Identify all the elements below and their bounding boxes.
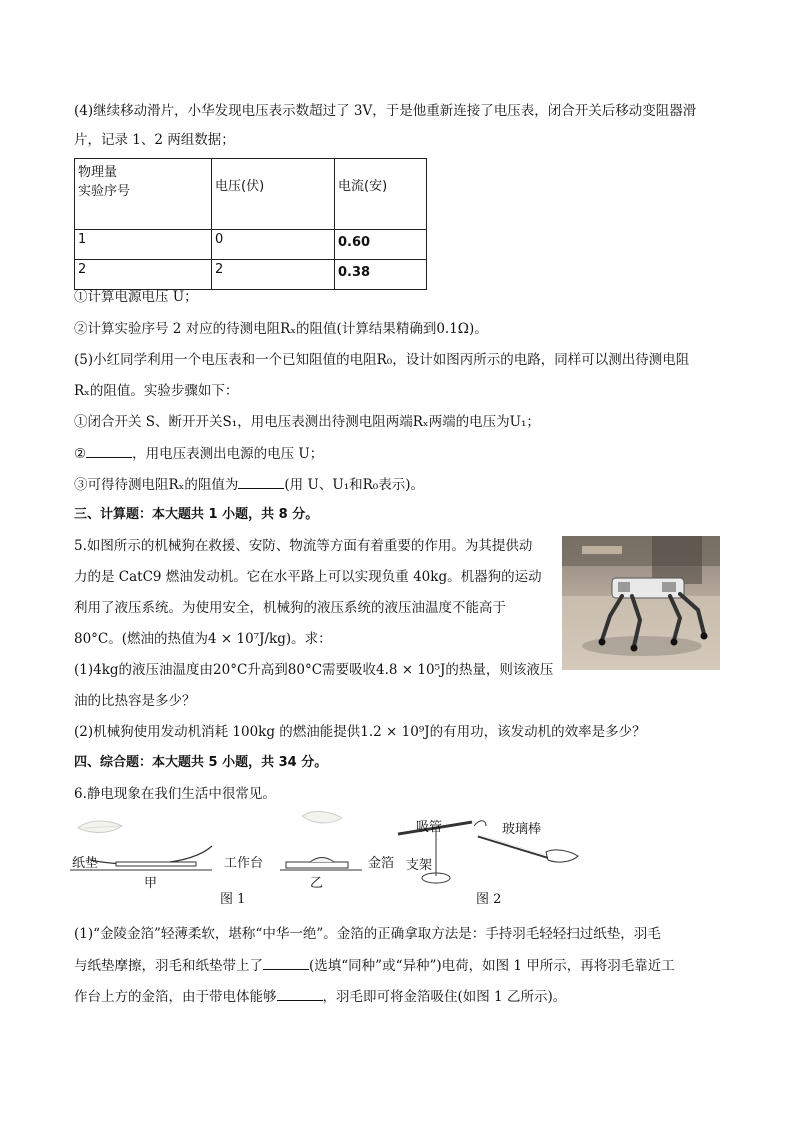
q6-sub1-line2 [74,955,675,976]
q5-sub2: (2)机械狗使用发动机消耗 100kg 的燃油能提供1.2 × 10⁹J的有用功，该发动机的效率是多少？ [74,724,646,740]
table-header-row [75,159,427,230]
q5part-step1: ①闭合开关 S、断开开关S₁，用电压表测出待测电阻两端Rₓ两端的电压为U₁； [74,414,540,430]
q6-sub1-line3-suffix: ，羽毛即可将金箔吸住(如图 1 乙所示)。 [322,989,567,1005]
blank-property [277,986,323,1001]
section-4-heading: 四、综合题：本大题共 5 小题，共 34 分。 [74,755,328,770]
header-current: 电流(安) [335,159,427,230]
label-fig1: 图 1 [220,892,246,907]
label-workbench: 工作台 [224,856,264,871]
q5-line4: 80°C。(燃油的热值为4 × 10⁷J/kg)。求： [74,631,332,647]
q6-sub1-line3-prefix: 作台上方的金箔，由于带电体能够 [74,989,277,1005]
q5part-line1: (5)小红同学利用一个电压表和一个已知阻值的电阻R₀，设计如图丙所示的电路，同样可以测出待测电阻 [74,352,690,368]
q4-line1: (4)继续移动滑片，小华发现电压表示数超过了 3V，于是他重新连接了电压表，闭合开关后移动变阻器滑 [74,103,697,119]
fig1-yi [280,812,362,870]
robot-dog-photo [562,536,720,670]
header-bottom: 实验序号 [78,184,131,199]
robot-dog-illustration [562,536,720,670]
q5-line2: 力的是 CatC9 燃油发动机。它在水平路上可以实现负重 40kg。机器狗的运动 [74,569,542,585]
row2-idx: 2 [75,260,212,290]
label-fig2: 图 2 [476,892,502,907]
q6-sub1-line3 [74,986,566,1007]
section-3-heading: 三、计算题：本大题共 1 小题，共 8 分。 [74,507,319,522]
label-paper-pad: 纸垫 [72,856,99,871]
label-jia: 甲 [144,876,158,891]
figure-area [70,808,590,908]
row2-voltage: 2 [212,260,335,290]
q4-sub2: ②计算实验序号 2 对应的待测电阻Rₓ的阻值(计算结果精确到0.1Ω)。 [74,321,488,337]
q5-sub1-line2: 油的比热容是多少？ [74,693,196,709]
step3-suffix: (用 U、U₁和R₀表示)。 [284,477,424,493]
label-gold-foil: 金箔 [368,856,395,871]
q6-line1: 6.静电现象在我们生活中很常见。 [74,786,276,802]
table-row [75,230,427,260]
blank-step2 [86,443,132,458]
data-table [74,158,427,290]
step2-suffix: ，用电压表测出电源的电压 U； [132,446,324,462]
q6-sub1-line2-prefix: 与纸垫摩擦，羽毛和纸垫带上了 [74,958,263,974]
table-row [75,260,427,290]
q4-sub1: ①计算电源电压 U； [74,289,198,305]
blank-step3 [238,474,284,489]
q5-sub1-line1: (1)4kg的液压油温度由20°C升高到80°C需要吸收4.8 × 10⁵J的热量，则该液压 [74,662,554,678]
q5part-step3 [74,474,424,495]
q6-sub1-line2-suffix: (选填“同种”或“异种”)电荷，如图 1 甲所示，再将羽毛靠近工 [309,958,675,974]
header-voltage: 电压(伏) [212,159,335,230]
label-glass-rod: 玻璃棒 [502,822,542,837]
q5part-line2: Rₓ的阻值。实验步骤如下： [74,383,239,399]
q4-line2: 片，记录 1、2 两组数据； [74,132,235,148]
label-straw: 吸管 [416,820,443,835]
row1-current: 0.60 [335,230,427,260]
header-top: 物理量 [78,165,118,180]
row2-current: 0.38 [335,260,427,290]
q5-line1: 5.如图所示的机械狗在救援、安防、物流等方面有着重要的作用。为其提供动 [74,538,533,554]
step2-prefix: ② [74,446,87,462]
row1-voltage: 0 [212,230,335,260]
table-corner-cell [75,159,212,230]
step3-prefix: ③可得待测电阻Rₓ的阻值为 [74,477,239,493]
row1-idx: 1 [75,230,212,260]
label-yi: 乙 [310,876,324,891]
q5part-step2 [74,443,323,464]
q5-line3: 利用了液压系统。为使用安全，机械狗的液压系统的液压油温度不能高于 [74,600,506,616]
q6-sub1-line1: (1)“金陵金箔”轻薄柔软，堪称“中华一绝”。金箔的正确拿取方法是：手持羽毛轻轻扫过纸垫，羽毛 [74,926,661,942]
label-stand: 支架 [406,858,433,873]
blank-charge-type [263,955,309,970]
